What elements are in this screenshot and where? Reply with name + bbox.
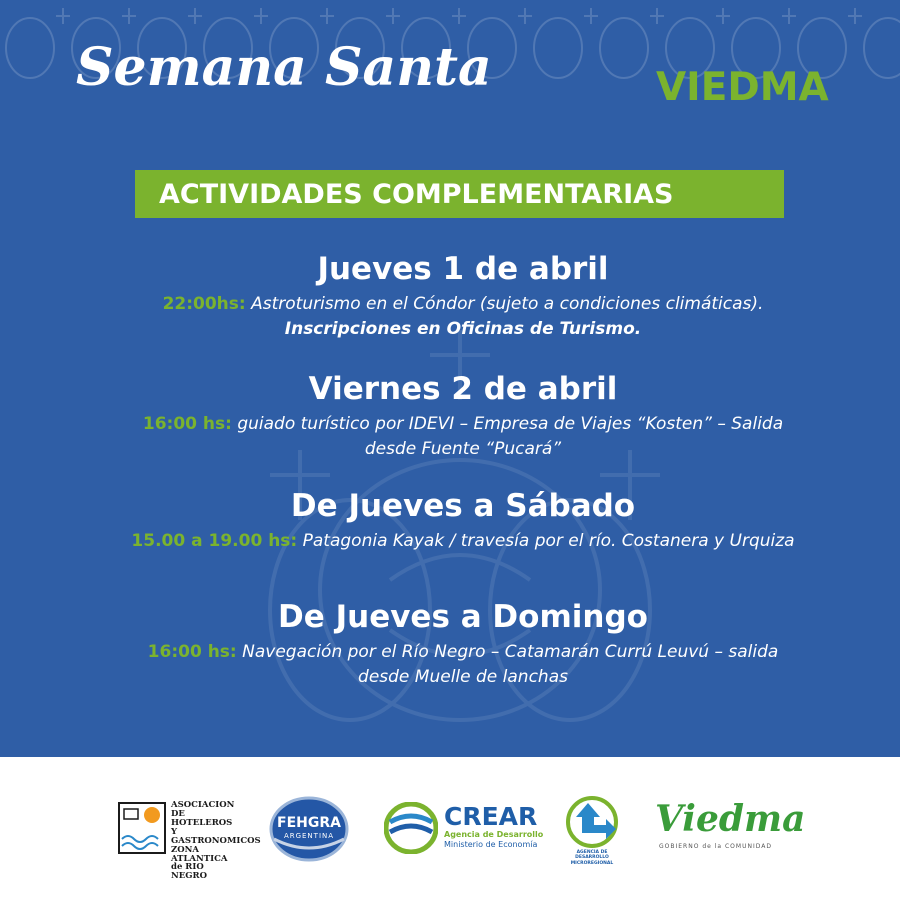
agencia-line2: MICROREGIONAL	[570, 860, 614, 866]
logo-text-line: GASTRONOMICOS	[171, 835, 261, 846]
event-day: De Jueves a Domingo	[278, 599, 648, 635]
section-banner-label: ACTIVIDADES COMPLEMENTARIAS	[159, 179, 674, 210]
crear-line1: Agencia de Desarrollo	[444, 830, 544, 839]
hotel-building-icon	[116, 799, 170, 857]
logo-text-line: ASOCIACION DE	[171, 800, 235, 819]
viedma-name: Viedma	[655, 798, 806, 840]
section-banner	[135, 170, 784, 218]
event-item	[120, 489, 806, 554]
agencia-logo	[560, 795, 624, 865]
event-description	[120, 640, 806, 690]
easter-egg-shape	[534, 18, 582, 78]
fehgra-name: FEHGRA	[277, 815, 341, 831]
event-day: Viernes 2 de abril	[308, 371, 618, 407]
event-text: Astroturismo en el Cóndor (sujeto a condiciones climáticas).	[251, 293, 764, 314]
event-note: Inscripciones en Oficinas de Turismo.	[284, 318, 642, 339]
crear-swirl-icon	[384, 802, 438, 854]
viedma-logo	[655, 798, 806, 857]
event-description	[120, 412, 806, 462]
event-time: 16:00 hs:	[147, 641, 237, 662]
easter-egg-shape	[6, 18, 54, 78]
easter-egg-shape	[600, 18, 648, 78]
fehgra-logo	[268, 795, 350, 863]
logo-text-line: ZONA ATLANTICA	[171, 844, 228, 864]
crear-name: CREAR	[444, 802, 538, 831]
event-time: 15.00 a 19.00 hs:	[131, 530, 298, 551]
city-name: VIEDMA	[656, 65, 829, 110]
event-item	[120, 600, 806, 690]
event-item	[120, 372, 806, 462]
viedma-tagline: GOBIERNO de la COMUNIDAD	[659, 843, 772, 850]
event-item	[120, 252, 806, 342]
event-time: 22:00hs:	[162, 293, 246, 314]
event-day: Jueves 1 de abril	[317, 251, 609, 287]
agencia-arrow-icon	[560, 795, 624, 849]
sponsor-footer	[0, 757, 900, 900]
page-title: Semana Santa	[76, 37, 492, 98]
agencia-line1: AGENCIA DE DESARROLLO	[575, 850, 609, 861]
event-day: De Jueves a Sábado	[290, 488, 636, 524]
event-text: guiado turístico por IDEVI – Empresa de Viajes “Kosten” – Salida desde Fuente “Pucará”	[237, 413, 784, 459]
event-time: 16:00 hs:	[142, 413, 232, 434]
logo-text-line: de RIO NEGRO	[171, 862, 207, 882]
crear-line2: Ministerio de Economía	[444, 840, 538, 849]
logo-text-line: HOTELEROS Y	[171, 817, 233, 837]
event-text: Patagonia Kayak / travesía por el río. Costanera y Urquiza	[302, 530, 795, 551]
crear-logo	[384, 802, 544, 858]
easter-egg-shape	[864, 18, 900, 78]
event-text: Navegación por el Río Negro – Catamarán Currú Leuvú – salida desde Muelle de lanchas	[242, 641, 779, 687]
fehgra-sub: ARGENTINA	[283, 832, 335, 840]
event-description	[120, 292, 806, 342]
event-description	[120, 529, 806, 554]
hoteleros-logo	[116, 799, 261, 882]
